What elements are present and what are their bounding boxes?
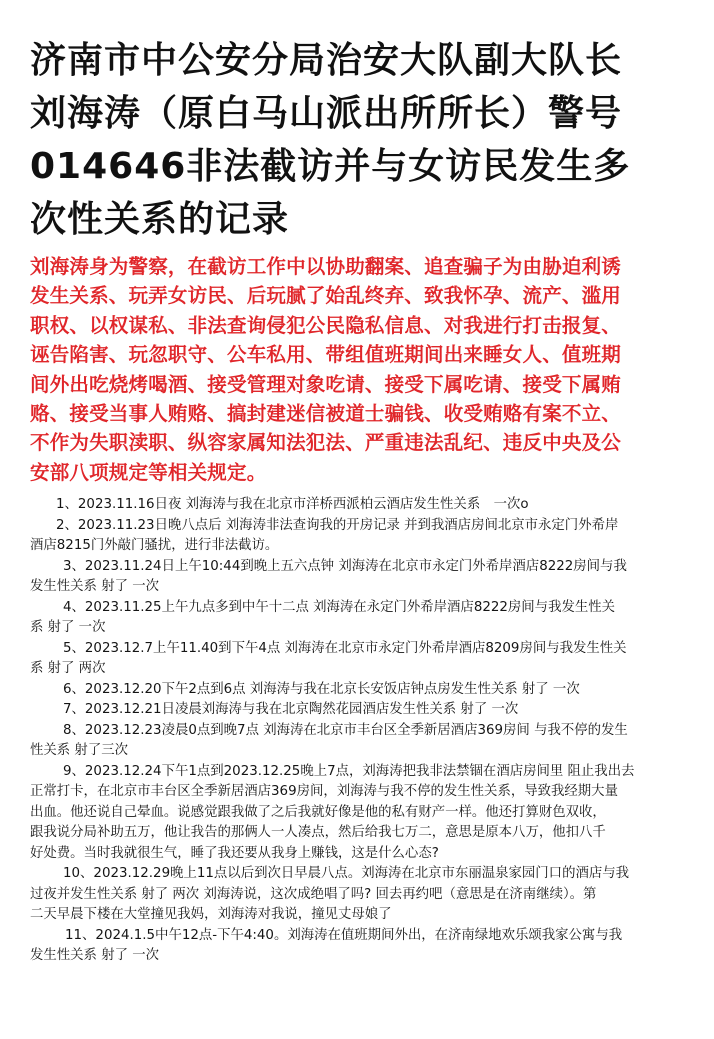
record-line: 跟我说分局补助五万，他让我告的那俩人一人凑点，然后给我七万二，意思是原本八万，他扣八千	[30, 825, 606, 841]
record-line: 正常打卡，在北京市丰台区全季新居酒店369房间，刘海涛与我不停的发生性关系，导致我经期大量	[30, 784, 618, 800]
summary-line: 刘海涛身为警察，在截访工作中以协助翻案、追查骗子为由胁迫利诱	[30, 255, 622, 278]
record-item	[30, 639, 692, 680]
record-line: 3、2023.11.24日上午10:44到晚上五六点钟 刘海涛在北京市永定门外希岸酒店8222房间与我	[63, 558, 627, 574]
record-line: 过夜并发生性关系 射了 两次 刘海涛说，这次成绝唱了吗? 回去再约吧（意思是在济南继续）。第	[30, 886, 597, 902]
title-line: 014646非法截访并与女访民发生多	[30, 146, 631, 187]
summary-line: 发生关系、玩弄女访民、后玩腻了始乱终弃、致我怀孕、流产、滥用	[30, 284, 622, 308]
record-line: 系 射了 一次	[30, 620, 106, 636]
record-line: 出血。他还说自己晕血。说感觉跟我做了之后我就好像是他的私有财产一样。他还打算财色双收，	[30, 804, 606, 820]
record-item	[30, 700, 692, 721]
record-item	[30, 557, 692, 598]
record-line: 好处费。当时我就很生气，睡了我还要从我身上赚钱，这是什么心态?	[30, 845, 439, 861]
record-item	[30, 926, 692, 967]
record-line: 8、2023.12.23凌晨0点到晚7点 刘海涛在北京市丰台区全季新居酒店369房间 与我不停的发生	[63, 722, 628, 738]
document-title	[30, 34, 692, 246]
record-item	[30, 598, 692, 639]
record-line: 发生性关系 射了 一次	[30, 948, 160, 964]
record-item	[30, 516, 692, 557]
record-line: 1、2023.11.16日夜 刘海涛与我在北京市洋桥西派柏云酒店发生性关系 一次o	[56, 497, 529, 513]
record-line: 7、2023.12.21日凌晨刘海涛与我在北京陶然花园酒店发生性关系 射了 一次	[63, 702, 519, 718]
record-item	[30, 680, 692, 701]
record-line: 10、2023.12.29晚上11点以后到次日早晨八点。刘海涛在北京市东丽温泉家园门口的酒店与我	[63, 866, 630, 882]
record-item	[30, 495, 692, 516]
record-item	[30, 762, 692, 865]
record-line: 6、2023.12.20下午2点到6点 刘海涛与我在北京长安饭店钟点房发生性关系 射了 一次	[63, 681, 580, 697]
record-line: 11、2024.1.5中午12点-下午4:40。刘海涛在值班期间外出，在济南绿地欢乐颂我家公寓与我	[65, 927, 623, 943]
title-line: 刘海涛（原白马山派出所所长）警号	[30, 93, 623, 134]
record-line: 二天早晨下楼在大堂撞见我妈，刘海涛对我说，撞见丈母娘了	[30, 907, 392, 923]
record-line: 2、2023.11.23日晚八点后 刘海涛非法查询我的开房记录 并到我酒店房间北京市永定门外希岸	[56, 517, 619, 533]
title-line: 济南市中公安分局治安大队副大队长	[30, 40, 623, 81]
title-line: 次性关系的记录	[30, 199, 290, 240]
record-line: 4、2023.11.25上午九点多到中午十二点 刘海涛在永定门外希岸酒店8222房间与我发生性关	[63, 599, 616, 615]
record-line: 系 射了 两次	[30, 661, 106, 677]
record-line: 5、2023.12.7上午11.40到下午4点 刘海涛在北京市永定门外希岸酒店8209房间与我发生性关	[63, 640, 627, 656]
summary-line: 不作为失职渎职、纵容家属知法犯法、严重违法乱纪、违反中央及公	[30, 431, 622, 455]
records-list	[30, 495, 692, 967]
record-line: 9、2023.12.24下午1点到2023.12.25晚上7点，刘海涛把我非法禁锢在酒店房间里 阻止我出去	[63, 763, 635, 779]
record-line: 酒店8215门外敲门骚扰，进行非法截访。	[30, 538, 279, 554]
summary-line: 诬告陷害、玩忽职守、公车私用、带组值班期间出来睡女人、值班期	[30, 343, 622, 367]
record-line: 性关系 射了三次	[30, 743, 128, 759]
summary-line: 安部八项规定等相关规定。	[30, 460, 267, 484]
summary-line: 赂、接受当事人贿赂、搞封建迷信被道士骗钱、收受贿赂有案不立、	[30, 402, 622, 426]
summary-paragraph	[30, 252, 692, 487]
summary-line: 间外出吃烧烤喝酒、接受管理对象吃请、接受下属吃请、接受下属贿	[30, 372, 622, 396]
record-line: 发生性关系 射了 一次	[30, 579, 160, 595]
record-item	[30, 864, 692, 926]
record-item	[30, 721, 692, 762]
summary-line: 职权、以权谋私、非法查询侵犯公民隐私信息、对我进行打击报复、	[30, 313, 622, 337]
